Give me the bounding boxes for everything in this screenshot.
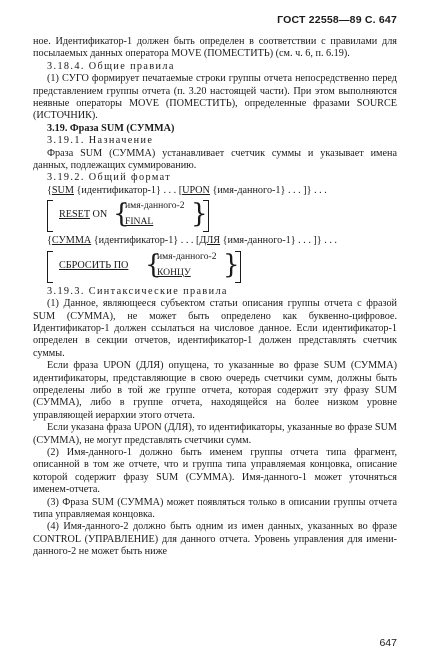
- format-text: {имя-данного-1} . . . ]} . . .: [209, 184, 327, 196]
- keyword-sum: SUM: [51, 184, 74, 196]
- right-brace: }: [223, 249, 240, 280]
- keyword-summa: СУММА: [51, 235, 92, 247]
- keyword-on: ON: [89, 209, 108, 221]
- section-title: 3.19. Фраза SUM (СУММА): [47, 122, 175, 134]
- right-brace: }: [191, 199, 208, 230]
- choice-data-name: имя-данного-2: [157, 250, 217, 262]
- format-text: {идентификатор-1} . . . [: [91, 235, 200, 247]
- page-header: ГОСТ 22558—89 С. 647: [277, 14, 397, 26]
- keyword-sbrosit-po: СБРОСИТЬ ПО: [59, 259, 129, 271]
- right-bracket: [203, 200, 209, 232]
- format-line-russian: {СУММА {идентификатор-1} . . . [ДЛЯ {имя-данного-1} . . . ]} . . .: [47, 235, 337, 247]
- right-bracket: [235, 251, 241, 283]
- section-heading: 3.19.1. Назначение: [47, 135, 154, 147]
- section-heading: 3.18.4. Общие правила: [47, 60, 175, 72]
- paragraph: ное. Идентификатор-1 должен быть определен в соответствии с правилами для посылаемых данных оператора MOVE (ПОМЕСТИТЬ) (см. ч. 6, п. 6.19).: [33, 36, 397, 60]
- paragraph: Если фраза UPON (ДЛЯ) опущена, то указанные во фразе SUM (СУММА) идентификаторы, представляющие в свою очередь счетчики сумм, должны быть определены либо в той же группе отчета, которая содержит эту фразу SUM (СУММА), либо в группе отчета, находящейся на более низком уровне управляющей иерархии этого отчета.: [33, 360, 397, 421]
- section-heading: 3.19.2. Общий формат: [47, 172, 172, 184]
- keyword-dlya: ДЛЯ: [199, 235, 221, 247]
- left-bracket: [47, 251, 53, 283]
- paragraph: (3) Фраза SUM (СУММА) может появляться только в описании группы отчета типа управляемая концовка.: [33, 496, 397, 520]
- section-heading: 3.19.3. Синтаксические правила: [47, 285, 228, 297]
- page-number: 647: [379, 637, 397, 649]
- format-line-english: {SUM {идентификатор-1} . . . [UPON {имя-данного-1} . . . ]} . . .: [47, 184, 327, 196]
- left-brace: {: [145, 249, 162, 280]
- format-text: {идентификатор-1} . . . [: [73, 184, 183, 196]
- keyword-reset: RESET: [59, 209, 90, 221]
- paragraph: (4) Имя-данного-2 должно быть одним из имен данных, указанных во фразе CONTROL (УПРАВЛЕНИЕ) для данного отчета. Уровень управления для имени-данного-2 не может быть ниже: [33, 521, 397, 558]
- paragraph: (2) Имя-данного-1 должно быть именем группы отчета типа фрагмент, описанной в том же отчете, что и группа типа управляемая концовка, описание которой содержит фразу SUM (СУММА). Имя-данного-1 может уточняться именем-отчета.: [33, 446, 397, 496]
- keyword-upon: UPON: [182, 184, 210, 196]
- choice-final: FINAL: [125, 216, 154, 228]
- paragraph: Фраза SUM (СУММА) устанавливает счетчик суммы и указывает имена данных, подлежащих суммированию.: [33, 147, 397, 172]
- left-brace: {: [113, 199, 130, 230]
- choice-data-name: имя-данного-2: [125, 200, 185, 212]
- document-page: [33, 10, 397, 559]
- paragraph: (1) СУГО формирует печатаемые строки группы отчета непосредственно перед представлением группы отчета (п. 3.20 настоящей части). При этом выполняются неявные операторы MOVE (ПОМЕСТИТЬ), определенные фразами SOURCE (ИСТОЧНИК).: [33, 73, 397, 122]
- choice-kontsu: КОНЦУ: [157, 266, 191, 278]
- paragraph: (1) Данное, являющееся субъектом статьи описания группы отчета с фразой SUM (СУММА), не может быть определено как буквенно-цифровое. Идентификатор-1 должен ссылаться на числовое данное. Если идентификатор-1 определен в секции отчетов, идентификатор-1 должен представлять счетчик суммы.: [33, 298, 397, 359]
- format-text: {имя-данного-1} . . . ]} . . .: [220, 235, 337, 247]
- reset-option-english: [47, 199, 397, 233]
- left-bracket: [47, 200, 53, 232]
- reset-option-russian: [47, 250, 397, 284]
- paragraph: Если указана фраза UPON (ДЛЯ), то идентификаторы, указанные во фразе SUM (СУММА), не могут представлять счетчики сумм.: [33, 422, 397, 446]
